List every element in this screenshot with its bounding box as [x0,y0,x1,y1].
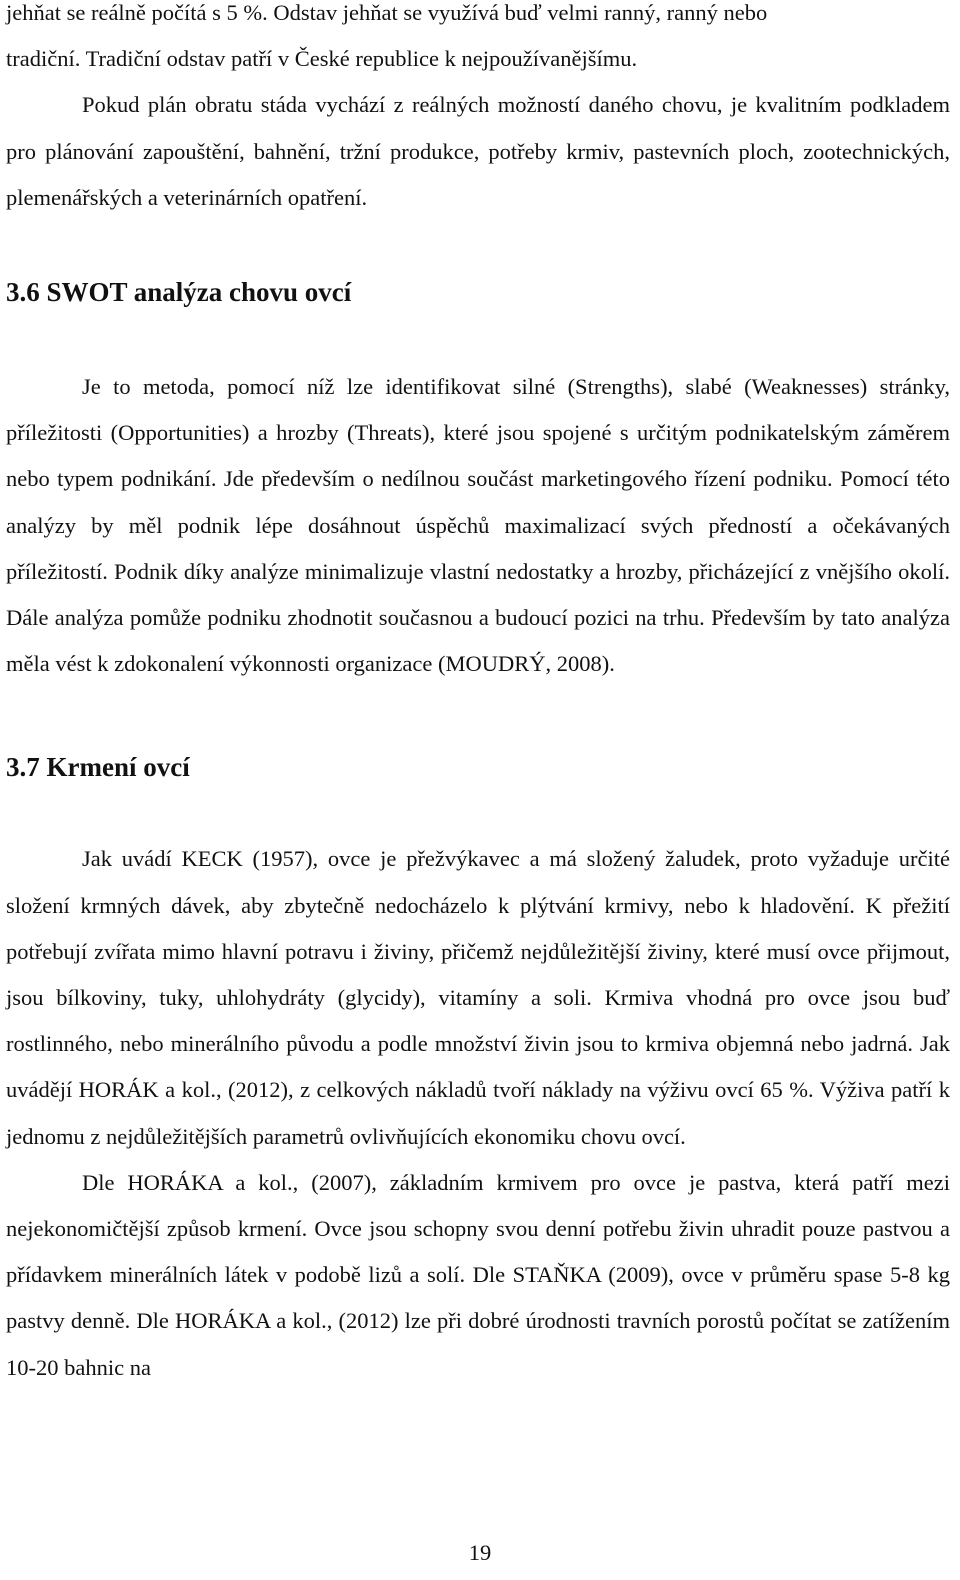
heading-swot: 3.6 SWOT analýza chovu ovcí [6,277,352,308]
page-content [6,0,950,1391]
continued-line-2: tradiční. Tradiční odstav patří v České republice k nejpoužívanějšímu. [6,46,638,72]
paragraph-swot: Je to metoda, pomocí níž lze identifikovat silné (Strengths), slabé (Weaknesses) stránky, příležitosti (Opportunities) a hrozby (Threats), které jsou spojené s určitým podnikatelským záměrem nebo typem podnikání. Jde především o nedílnou součást marketingového řízení podniku. Pomocí této analýzy by měl podnik lépe dosáhnout úspěchů maximalizací svých předností a očekávaných příležitostí. Podnik díky analýze minimalizuje vlastní nedostatky a hrozby, přicházející z vnějšího okolí. Dále analýza pomůže podniku zhodnotit současnou a budoucí pozici na trhu. Především by tato analýza měla vést k zdokonalení výkonnosti organizace (MOUDRÝ, 2008). [6,374,950,677]
continued-paragraph [6,0,950,82]
page-number: 19 [468,1540,492,1565]
paragraph-krmeni-2: Dle HORÁKA a kol., (2007), základním krmivem pro ovce je pastva, která patří mezi nejekonomičtější způsob krmení. Ovce jsou schopny svou denní potřebu živin uhradit pouze pastvou a přídavkem minerálních látek v podobě lizů a solí. Dle STAŇKA (2009), ovce v průměru spase 5-8 kg pastvy denně. Dle HORÁKA a kol., (2012) lze při dobré úrodnosti travních porostů počítat se zatížením 10-20 bahnic na [6,1169,950,1380]
heading-krmeni: 3.7 Krmení ovcí [6,752,190,783]
paragraph-herd-plan: Pokud plán obratu stáda vychází z reálných možností daného chovu, je kvalitním podkladem pro plánování zapouštění, bahnění, tržní produkce, potřeby krmiv, pastevních ploch, zootechnických, plemenářských a veterinárních opatření. [6,92,950,210]
paragraph-krmeni-1: Jak uvádí KECK (1957), ovce je přežvýkavec a má složený žaludek, proto vyžaduje určité složení krmných dávek, aby zbytečně nedocházelo k plýtvání krmivy, nebo k hladovění. K přežití potřebují zvířata mimo hlavní potravu i živiny, přičemž nejdůležitější živiny, které musí ovce přijmout, jsou bílkoviny, tuky, uhlohydráty (glycidy), vitamíny a soli. Krmiva vhodná pro ovce jsou buď rostlinného, nebo minerálního původu a podle množství živin jsou to krmiva objemná nebo jadrná. Jak uvádějí HORÁK a kol., (2012), z celkových nákladů tvoří náklady na výživu ovcí 65 %. Výživa patří k jednomu z nejdůležitějších parametrů ovlivňujících ekonomiku chovu ovcí. [6,846,950,1149]
continued-line-1: jehňat se reálně počítá s 5 %. Odstav jehňat se využívá buď velmi ranný, ranný nebo [6,0,768,25]
